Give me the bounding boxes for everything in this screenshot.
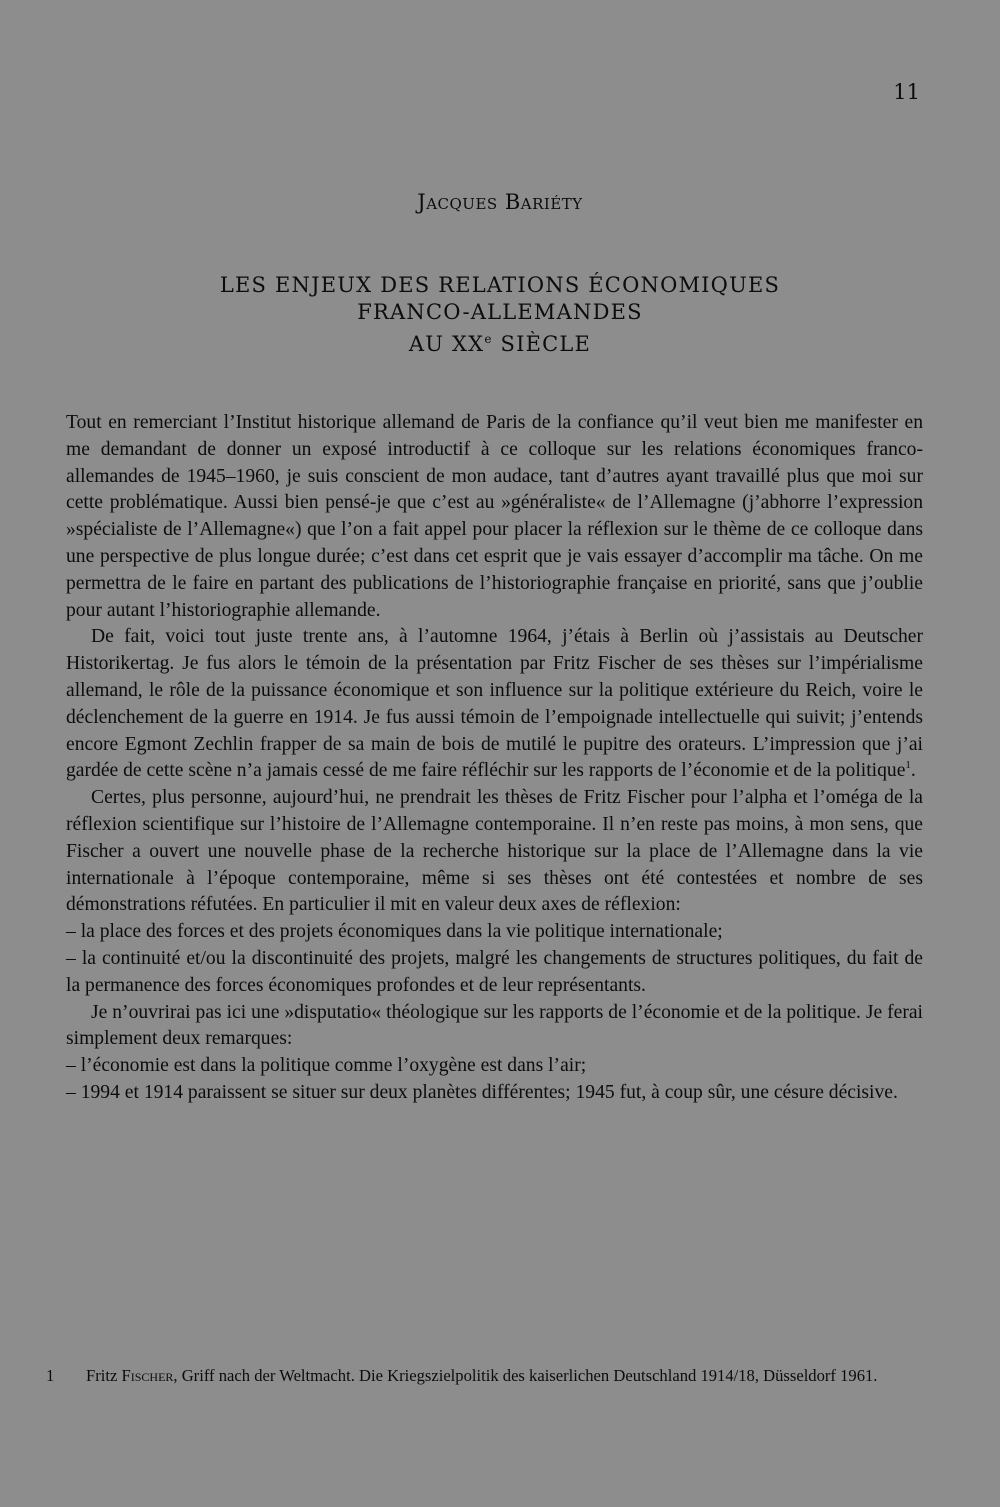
list-item-2: – la continuité et/ou la discontinuité des projets, malgré les changements de structures politiques, du fait de la permanence des forces économiques profondes et de leur représentants. [66, 947, 923, 996]
paragraph-4: Je n’ouvrirai pas ici une »disputatio« théologique sur les rapports de l’économie et de la politique. Je ferai simplement deux remarques: [66, 1001, 923, 1050]
author-name: Jacques Bariéty [417, 190, 583, 214]
footnote-number: 1 [46, 1366, 55, 1385]
title-superscript: e [484, 332, 493, 346]
footnote-author: Fischer [121, 1366, 174, 1385]
paragraph-1: Tout en remerciant l’Institut historique allemand de Paris de la confiance qu’il veut bien me manifester en me demandant de donner un exposé introductif à ce colloque sur les relations économiques franco-allemandes de 1945–1960, je suis conscient de mon audace, tant d’autres ayant travaillé plus que moi sur cette problématique. Aussi bien pensé-je que c’est au »généraliste« de l’Allemagne (j’abhorre l’expression »spécialiste de l’Allemagne«) que l’on a fait appel pour placer la réflexion sur le thème de ce colloque dans une perspective de plus longue durée; c’est dans cet esprit que je vais essayer d’accomplir ma tâche. On me permettra de le faire en partant des publications de l’historiographie française en priorité, sans que j’oublie pour autant l’historiographie allemande. [66, 412, 923, 621]
paragraph-2: De fait, voici tout juste trente ans, à l’automne 1964, j’étais à Berlin où j’assistais au Deutscher Historikertag. Je fus alors le témoin de la présentation par Fritz Fischer de ses thèses sur l’impérialisme allemand, le rôle de la puissance économique et son influence sur la politique extérieure du Reich, voire le déclenchement de la guerre en 1914. Je fus aussi témoin de l’empoignade intellectuelle qui suivit; j’entends encore Egmont Zechlin frapper de sa main de bois de mutilé le pupitre des orateurs. L’impression que j’ai gardée de cette scène n’a jamais cessé de me faire réfléchir sur les rapports de l’économie et de la politique$^1$. [66, 626, 923, 782]
body-text [66, 410, 923, 1107]
title-line-2: FRANCO-ALLEMANDES [357, 300, 643, 324]
list-item-4: – 1994 et 1914 paraissent se situer sur deux planètes différentes; 1945 fut, à coup sûr, une césure décisive. [66, 1081, 898, 1103]
paragraph-3: Certes, plus personne, aujourd’hui, ne prendrait les thèses de Fritz Fischer pour l’alpha et l’oméga de la réflexion scientifique sur l’histoire de l’Allemagne contemporaine. Il n’en reste pas moins, à mon sens, que Fischer a ouvert une nouvelle phase de la recherche historique sur la place de l’Allemagne dans la vie internationale à l’époque contemporaine, même si ses thèses ont été contestées et nombre de ses démonstrations réfutées. En particulier il mit en valeur deux axes de réflexion: [66, 787, 923, 916]
page-number: 11 [893, 80, 920, 104]
footnote-1: 1 Fritz Fischer, Griff nach der Weltmacht. Die Kriegszielpolitik des kaiserlichen Deutschland 1914/18, Düsseldorf 1961. [46, 1366, 878, 1385]
article-title [0, 272, 1000, 358]
list-item-1: – la place des forces et des projets économiques dans la vie politique internationale; [66, 921, 723, 943]
footnote-ref-1: 1 [905, 759, 911, 772]
title-line-1: LES ENJEUX DES RELATIONS ÉCONOMIQUES [219, 273, 781, 297]
list-item-3: – l’économie est dans la politique comme l’oxygène est dans l’air; [66, 1055, 587, 1077]
title-line-3: AU XXe SIÈCLE [408, 332, 592, 356]
